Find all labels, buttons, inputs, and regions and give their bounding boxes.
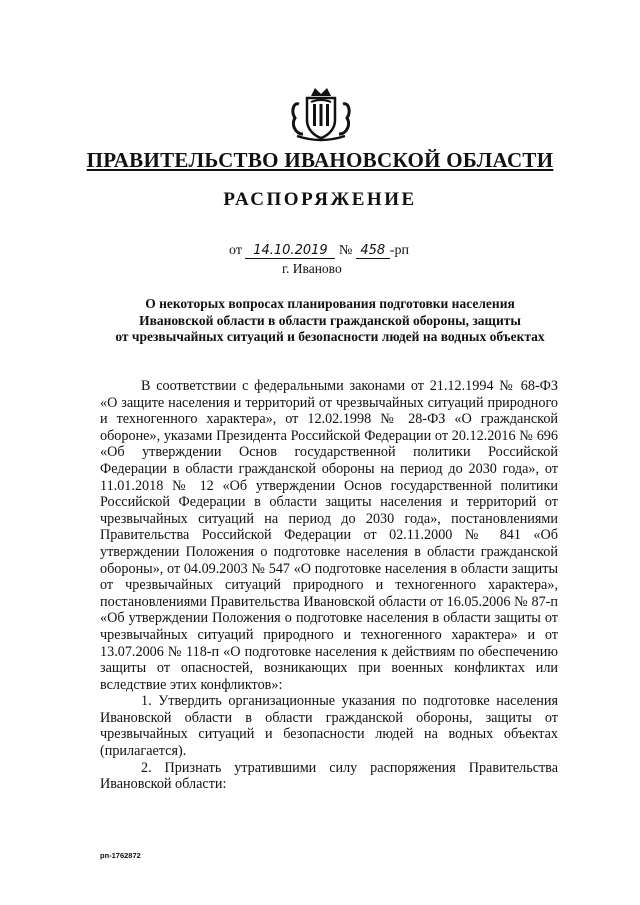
item-1-paragraph: 1. Утвердить организационные указания по подготовке населения Ивановской области в области гражданской обороны, защиты от чрезвычайных ситуаций и безопасности людей на водных объектах (прилагается). [100,693,558,760]
title-line-1: О некоторых вопросах планирования подготовки населения [145,296,515,311]
coat-of-arms-emblem [289,84,353,142]
document-title [100,296,560,346]
title-line-3: от чрезвычайных ситуаций и безопасности людей на водных объектах [115,329,545,344]
document-date: 14.10.2019 [245,243,335,259]
government-title: ПРАВИТЕЛЬСТВО ИВАНОВСКОЙ ОБЛАСТИ [86,148,554,172]
document-body [100,378,558,793]
date-prefix: от [229,243,242,258]
document-number: 458 [356,243,390,259]
date-number-line [229,243,409,259]
number-sign: № [338,243,353,258]
title-line-2: Ивановской области в области гражданской обороны, защиты [139,312,521,328]
number-suffix: -рп [389,243,409,258]
preamble-paragraph: В соответствии с федеральными законами от 21.12.1994 № 68-ФЗ «О защите населения и территорий от чрезвычайных ситуаций природного и техногенного характера», от 12.02.1998 № 28-ФЗ «О гражданской обороне», указами Президента Российской Федерации от 20.12.2016 № 696 «Об утверждении Основ государственной политики Российской Федерации в области гражданской обороны на период до 2030 года», от 11.01.2018 № 12 «Об утверждении Основ государственной политики Российской Федерации в области защиты населения и территорий от чрезвычайных ситуаций на период до 2030 года», постановлениями Правительства Российской Федерации от 02.11.2000 № 841 «Об утверждении Положения о подготовке населения в области гражданской обороны», от 04.09.2003 № 547 «О подготовке населения в области защиты от чрезвычайных ситуаций природного и техногенного характера», постановлениями Правительства Ивановской области от 16.05.2006 № 87-п «Об утверждении Положения о подготовке населения в области защиты от чрезвычайных ситуаций природного и техногенного характера» и от 13.07.2006 № 118-п «О подготовке населения к действиям по обеспечению защиты от опасностей, возникающих при военных конфликтах или вследствие этих конфликтов»: [100,378,558,693]
document-type: РАСПОРЯЖЕНИЕ [223,189,417,210]
city: г. Иваново [282,261,342,276]
document-code: рп-1762872 [100,851,141,860]
item-2-paragraph: 2. Признать утратившими силу распоряжения Правительства Ивановской области: [100,759,558,793]
